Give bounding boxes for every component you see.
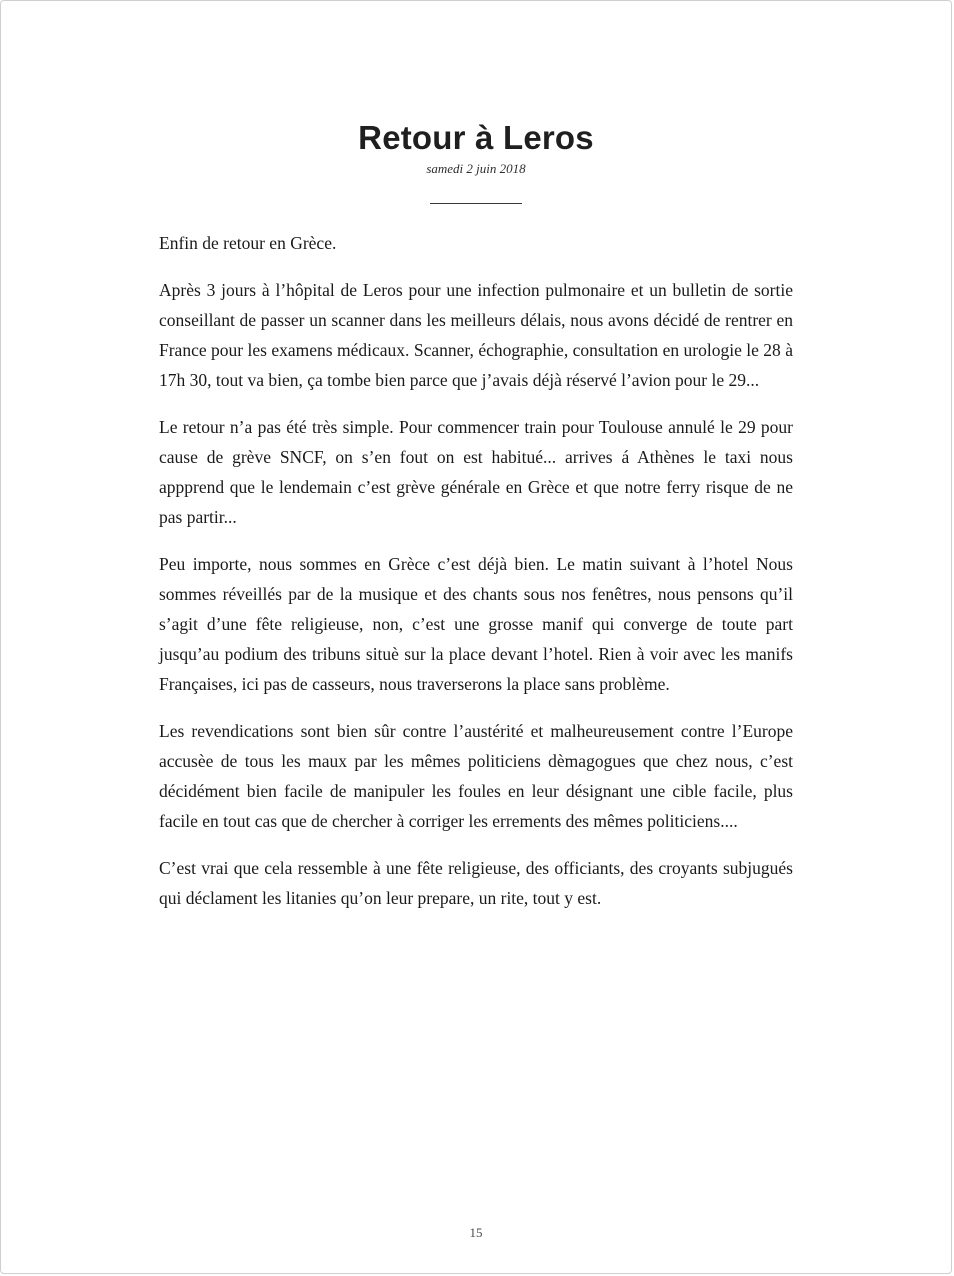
section-divider	[430, 203, 522, 204]
page-content	[159, 1, 793, 1273]
paragraph: Enfin de retour en Grèce.	[159, 233, 337, 253]
page-title: Retour à Leros	[358, 119, 594, 156]
paragraph: Les revendications sont bien sûr contre l’austérité et malheureusement contre l’Europe accusèe de tous les maux par les mêmes politiciens dèmagogues que chez nous, c’est décidément bien facile de manipuler les foules en leur désignant une cible facile, plus facile en tout cas que de chercher à corriger les errements des mêmes politiciens....	[159, 721, 793, 831]
paragraph: C’est vrai que cela ressemble à une fête religieuse, des officiants, des croyants subjugués qui déclament les litanies qu’on leur prepare, un rite, tout y est.	[159, 858, 793, 908]
paragraph: Le retour n’a pas été très simple. Pour commencer train pour Toulouse annulé le 29 pour cause de grève SNCF, on s’en fout on est habitué... arrives á Athènes le taxi nous appprend que le lendemain c’est grève générale en Grèce et que notre ferry risque de ne pas partir...	[159, 417, 793, 527]
paragraph: Peu importe, nous sommes en Grèce c’est déjà bien. Le matin suivant à l’hotel Nous sommes réveillés par de la musique et des chants sous nos fenêtres, nous pensons qu’il s’agit d’une fête religieuse, non, c’est une grosse manif qui converge de toute part jusqu’au podium des tribuns situè sur la place devant l’hotel. Rien à voir avec les manifs Françaises, ici pas de casseurs, nous traverserons la place sans problème.	[159, 554, 793, 694]
article-body	[159, 228, 793, 913]
post-date: samedi 2 juin 2018	[426, 161, 526, 176]
page-number: 15	[469, 1225, 483, 1240]
paragraph: Après 3 jours à l’hôpital de Leros pour une infection pulmonaire et un bulletin de sortie conseillant de passer un scanner dans les meilleurs délais, nous avons décidé de rentrer en France pour les examens médicaux. Scanner, échographie, consultation en urologie le 28 à 17h 30, tout va bien, ça tombe bien parce que j’avais déjà réservé l’avion pour le 29...	[159, 280, 793, 390]
